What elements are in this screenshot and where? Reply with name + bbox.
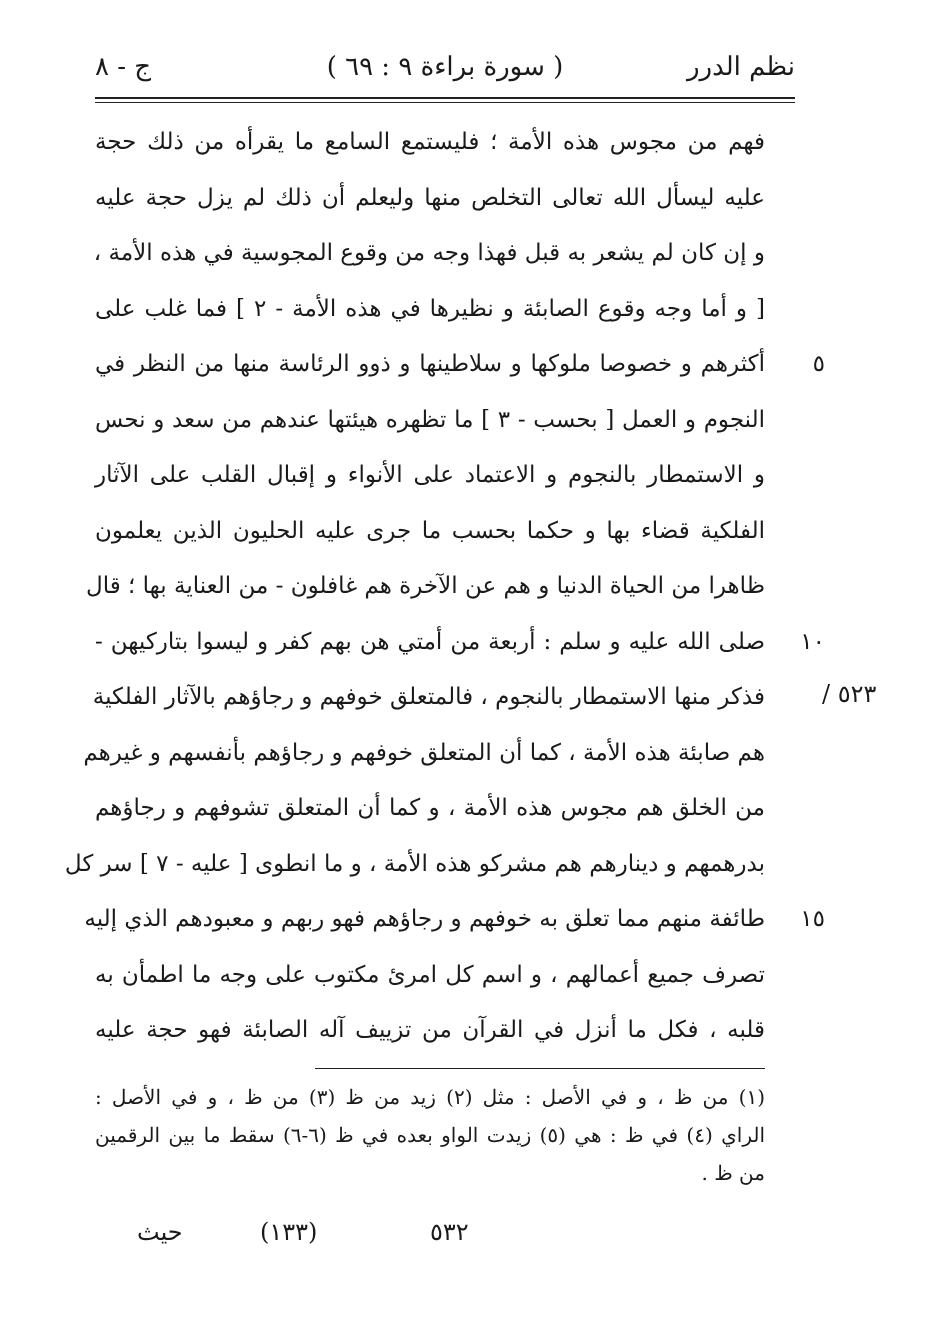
volume-label: ج - ٨ xyxy=(95,52,152,82)
text-line-5 xyxy=(95,337,825,393)
page-footer xyxy=(95,1218,795,1254)
text-line-content: أكثرهم و خصوصا ملوكها و سلاطينها و ذوو الرئاسة منها من النظر في xyxy=(95,351,765,377)
surah-reference: ( سورة براءة ٩ : ٦٩ ) xyxy=(326,52,564,82)
text-line-10 xyxy=(95,615,825,671)
text-line: فهم من مجوس هذه الأمة ؛ فليستمع السامع ما يقرأه من ذلك حجة xyxy=(95,129,765,155)
text-line: و إن كان لم يشعر به قبل فهذا وجه من وقوع المجوسية في هذه الأمة ، xyxy=(93,240,765,266)
text-line-content: صلى الله عليه و سلم : أربعة من أمتي هن بهم كفر و ليسوا بتاركيهن - xyxy=(95,628,765,655)
text-line-15 xyxy=(84,892,825,948)
serial-number: (١٣٣) xyxy=(260,1218,318,1246)
footnote-line: (١) من ظ ، و في الأصل : مثل (٢) زيد من ظ (٣) من ظ ، و في الأصل : xyxy=(95,1085,765,1109)
line-number: ٥ xyxy=(812,351,825,377)
text-line: النجوم و العمل [ بحسب - ٣ ] ما تظهره هيئتها عندهم من سعد و نحس xyxy=(95,406,766,433)
text-line: من الخلق هم مجوس هذه الأمة ، و كما أن المتعلق تشوفهم و رجاؤهم xyxy=(95,795,765,821)
page-number: ٥٣٢ xyxy=(430,1218,469,1246)
header-rule-thin xyxy=(95,102,795,103)
book-title: نظم الدرر xyxy=(686,52,795,82)
text-line-content: طائفة منهم مما تعلق به خوفهم و رجاؤهم فهو ربهم و معبودهم الذي إليه xyxy=(84,906,765,932)
line-number: ١٠ xyxy=(800,628,825,655)
text-line: قلبه ، فكل ما أنزل في القرآن من تزييف آله الصابئة فهو حجة عليه xyxy=(95,1017,765,1043)
header-rule-thick xyxy=(95,97,795,99)
text-line: بدرهمهم و دينارهم هم مشركو هذه الأمة ، و ما انطوى [ عليه - ٧ ] سر كل xyxy=(64,850,765,877)
footnote-line: من ظ . xyxy=(701,1161,765,1185)
text-line: هم صابئة هذه الأمة ، كما أن المتعلق خوفهم و رجاؤهم بأنفسهم و غيرهم xyxy=(83,739,765,766)
text-line: الفلكية قضاء بها و حكما بحسب ما جرى عليه الحليون الذين يعلمون xyxy=(95,517,765,544)
page-header xyxy=(95,52,795,92)
text-line: [ و أما وجه وقوع الصابئة و نظيرها في هذه الأمة - ٢ ] فما غلب على xyxy=(95,295,765,322)
text-line: عليه ليسأل الله تعالى التخلص منها وليعلم أن ذلك لم يزل حجة عليه xyxy=(95,184,765,211)
text-line: تصرف جميع أعمالهم ، و اسم كل امرئ مكتوب على وجه ما اطمأن به xyxy=(95,961,765,988)
line-number: ١٥ xyxy=(800,906,825,932)
manuscript-folio-ref: ٥٢٣ / xyxy=(822,680,877,708)
footnote-rule xyxy=(315,1068,765,1069)
footnote-line: الراي (٤) في ظ : هي (٥) زيدت الواو بعده في ظ (٦-٦) سقط ما بين الرقمين xyxy=(95,1123,766,1147)
text-line: فذكر منها الاستمطار بالنجوم ، فالمتعلق خوفهم و رجاؤهم بالآثار الفلكية xyxy=(92,684,765,710)
text-line: و الاستمطار بالنجوم و الاعتماد على الأنواء و إقبال القلب على الآثار xyxy=(95,462,765,488)
text-line: ظاهرا من الحياة الدنيا و هم عن الآخرة هم غافلون - من العناية بها ؛ قال xyxy=(86,573,765,599)
main-text xyxy=(64,115,825,1059)
footnotes xyxy=(95,1078,765,1192)
catchword: حيث xyxy=(137,1218,183,1246)
